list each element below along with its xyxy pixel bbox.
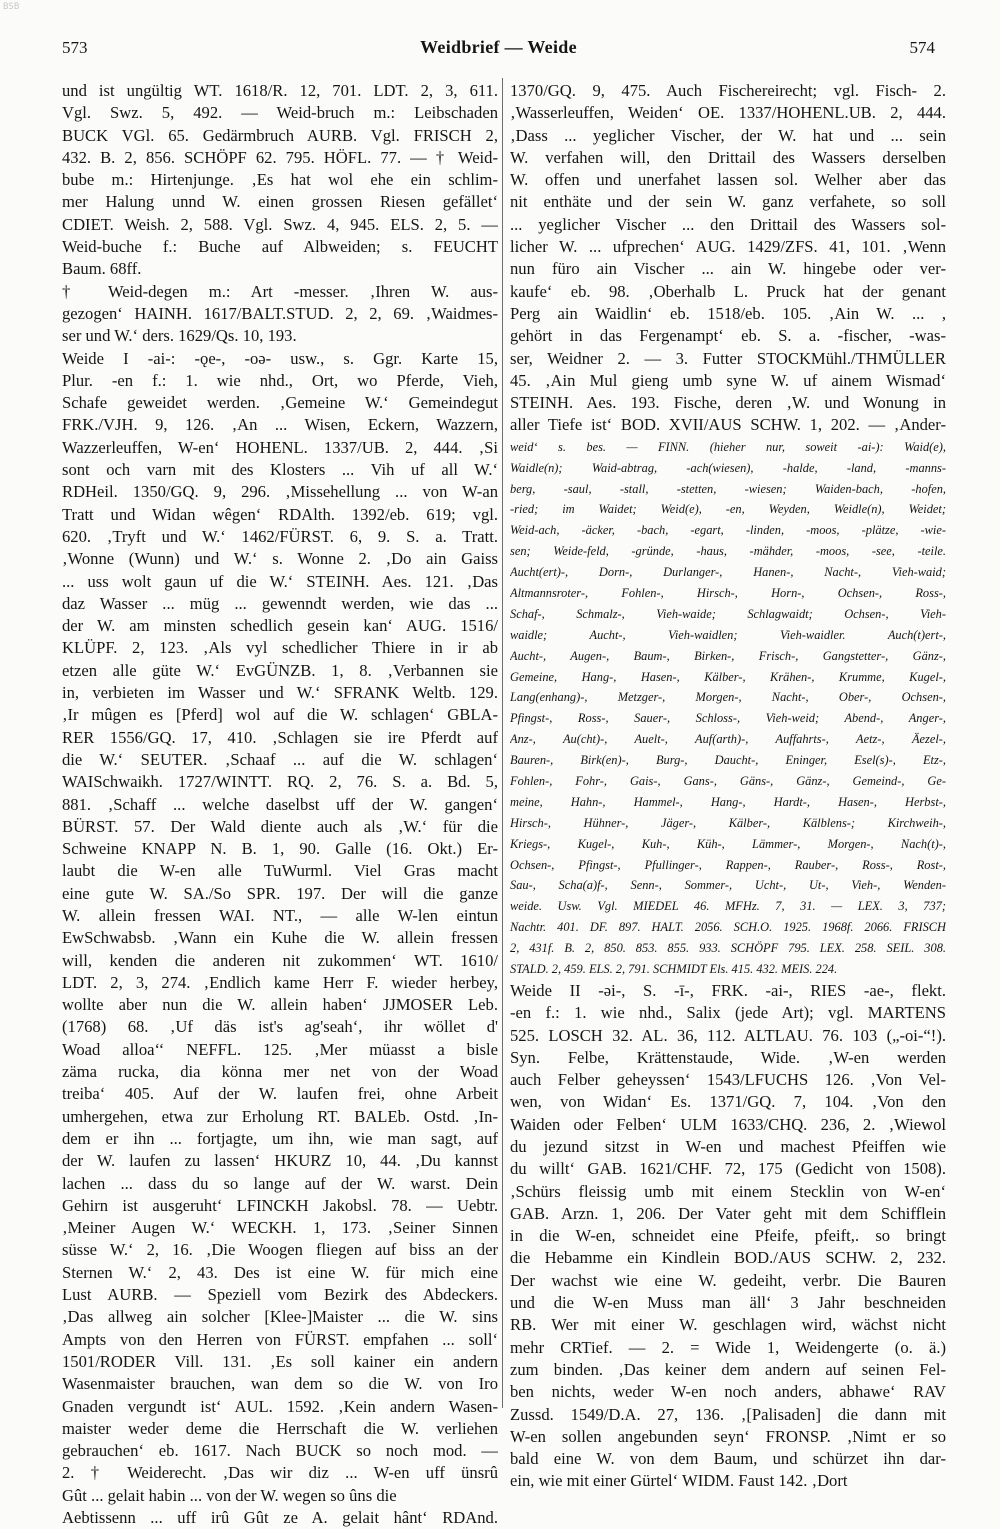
text-line: süsse W.‘ 2, 16. ‚Die Woogen fliegen auf biss an der [62,1240,498,1260]
text-line: etzen alle güte W.‘ EvGÜNZB. 1, 8. ‚Verbannen sie [62,660,498,680]
text-line: 2. † Weiderecht. ‚Das wir diz ... W-en uff ünsrû [62,1463,498,1483]
text-line: Lang(enhang)-, Metzger-, Morgen-, Nacht-, Ober-, Ochsen-, [510,690,946,705]
text-line: der W. laufen zu lassen‘ HKURZ 10, 44. ‚Du kannst [62,1151,498,1171]
text-line: Vgl. Swz. 5, 492. — Weid-bruch m.: Leibschaden [62,103,498,123]
text-line: Aucht-, Augen-, Baum-, Birken-, Frisch-, Gangstetter-, Gänz-, [510,648,946,663]
text-line: ‚Wonne (Wunn) und W.‘ s. Wonne 2. ‚Do ain Gaiss [62,549,498,569]
text-line: Weid-ach, -äcker, -bach, -egart, -linden, -moos, -plätze, -wie- [510,523,946,538]
text-line: Wazzerleuffen, W-en‘ HOHENL. 1337/UB. 2, 444. ‚Si [62,437,498,457]
text-line: Woad alloa‘‘ NEFFL. 125. ‚Mer müasst a bisle [62,1039,498,1059]
text-line: ser und W.‘ ders. 1629/Qs. 10, 193. [62,326,297,346]
text-line: Gehirn ist ausgeruht‘ LFINCKH Jakobsl. 78. — Uebtr. [62,1195,498,1215]
text-line: RB. Wer mit einer W. geschlagen wird, wächst nicht [510,1315,946,1335]
text-line: Tratt und Widan wêgen‘ RDAlth. 1392/eb. 619; vgl. [62,504,498,524]
text-line: 2, 431f. B. 2, 850. 853. 855. 933. SCHÖPF 795. LEX. 258. SEIL. 308. [510,941,946,956]
text-line: berg, -saul, -stall, -stetten, -wiesen; Waiden-bach, -hofen, [510,481,946,496]
text-line: gebrauchen‘ eb. 1617. Nach BUCK so noch mod. — [62,1441,498,1461]
text-line: licher W. ... ufprechen‘ AUG. 1429/ZFS. 41, 101. ‚Wenn [510,237,946,257]
text-line: Gemeine, Hang-, Hasen-, Kälber-, Krähen-, Krumme, Kugel-, [510,669,946,684]
text-line: 45. ‚Ain Mul gieng umb syne W. uf ainem Wismad‘ [510,370,946,390]
right-column [510,80,946,1493]
text-line: Ochsen-, Pfingst-, Pfullinger-, Rappen-, Rauber-, Ross-, Rost-, [510,857,946,872]
text-line: mer Halung unnd W. einen grossen Riesen gefället‘ [62,192,498,212]
text-line: meine, Hahn-, Hammel-, Hang-, Hardt-, Hasen-, Herbst-, [510,794,946,809]
text-line: LDT. 2, 3, 274. ‚Endlich kame Herr F. wieder herbey, [62,972,498,992]
text-line: Fohlen-, Fohr-, Gais-, Gans-, Gäns-, Gänz-, Gemeind-, Ge- [510,774,946,788]
text-line: weid‘ s. bes. — FINN. (hieher nur, soweit -ai-): Waid(e), [510,439,946,454]
text-line: Baum. 68ff. [62,259,142,279]
text-line: (1768) 68. ‚Uf däs ist's ag'seah‘, ihr wöllet d' [62,1017,498,1037]
text-line: dem er ihn ... fortjagte, um ihn, wie man sagt, auf [62,1128,498,1148]
text-line: ‚Ir mûgen es [Pferd] wol auf die W. schlagen‘ GBLA- [62,705,498,725]
text-line: du willt‘ GAB. 1621/CHF. 72, 175 (Gedicht von 1508). [510,1159,946,1179]
text-line: Hirsch-, Hühner-, Jäger-, Kälber-, Kälblens-; Kirchweih-, [510,815,946,830]
text-line: wollte aber nun die W. allein haben‘ JJMOSER Leb. [62,995,498,1015]
text-line: W. offen und unerfahet lassen sol. Welher aber das [510,170,946,190]
text-line: die W.‘ SEUTER. ‚Schaaf ... auf die W. schlagen‘ [62,749,498,769]
page-header [62,32,935,62]
text-line: sont och varn mit des Klosters ... Vih uf all W.‘ [62,460,498,480]
text-line: RER 1556/GQ. 17, 410. ‚Schlagen sie ire Pferdt auf [62,727,498,747]
text-line: ‚Meiner Augen W.‘ WECKH. 1, 173. ‚Seiner Sinnen [62,1218,498,1238]
text-line: kaufe‘ eb. 98. ‚Oberhalb L. Pruck hat der genant [510,281,946,301]
text-line: Perg ain Waidlin‘ eb. 1518/eb. 105. ‚Ain W. ... , [510,303,946,323]
text-line: Weid-buche f.: Buche auf Albweiden; s. FEUCHT [62,237,498,257]
text-line: und ist ungültig WT. 1618/R. 12, 701. LDT. 2, 3, 611. [62,81,498,100]
page-number-left: 573 [62,38,88,57]
text-line: Anz-, Au(cht)-, Auelt-, Auf(arth)-, Auffahrts-, Aetz-, Äezel-, [510,732,946,747]
text-line: auch Felber geheyssen‘ 1543/LFUCHS 126. ‚Von Vel- [510,1070,946,1090]
text-line: WAISchwaikh. 1727/WINTT. RQ. 2, 76. S. a. Bd. 5, [62,772,498,792]
text-line: -en f.: 1. wie nhd., Salix (jede Art); vgl. MARTENS [510,1003,946,1023]
text-line: Bauren-, Birk(en)-, Burg-, Daucht-, Eninger, Esel(s)-, Etz-, [510,753,946,768]
text-line: bube m.: Hirtenjunge. ‚Es hat wol ehe ein schlim- [62,170,498,190]
text-line: Sau-, Scha(a)f-, Senn-, Sommer-, Ucht-, Ut-, Vieh-, Wenden- [510,878,946,893]
text-line: eine gute W. SA./So SPR. 197. Der will die ganze [62,883,498,903]
text-line: Sternen W.‘ 2, 43. Des ist eine W. für mich eine [62,1262,498,1282]
text-line: -ried; im Waidet; Weid(e), -en, Weyden, Weidle(n), Weidet; [510,502,946,517]
page-number-right: 574 [909,38,935,57]
text-line: Schafe geweidet werden. ‚Gemeine W.‘ Gemeindegut [62,393,498,413]
text-line: 620. ‚Tryft und W.‘ 1462/FÜRST. 6, 9. S. a. Tratt. [62,526,498,546]
library-stamp: BSB [3,2,20,12]
text-line: ‚Wasserleuffen, Weiden‘ OE. 1337/HOHENL.UB. 2, 444. [510,103,946,123]
text-line: Waiden oder Felben‘ ULM 1633/CHQ. 236, 2. ‚Wiewol [510,1114,946,1134]
left-column [62,80,498,1529]
text-line: 525. LOSCH 32. AL. 36, 112. ALTLAU. 76. 103 („-oi-“!). [510,1025,946,1045]
text-line: Waidle(n); Waid-abtrag, -ach(wiesen), -halde, -land, -manns- [510,460,946,475]
text-line: Zussd. 1549/D.A. 27, 136. ‚[Palisaden] die dann mit [510,1404,946,1424]
text-line: du jezund sitzst in W-en und machest Pfeiffen wie [510,1136,946,1156]
text-line: zum binden. ‚Das keiner dem andern auf seinen Fel- [510,1359,946,1379]
text-line: Altmannsroter-, Fohlen-, Hirsch-, Horn-, Ochsen-, Ross-, [510,585,946,600]
text-line: 881. ‚Schaff ... welche daselbst uff der W. gangen‘ [62,794,498,814]
text-line: Gût ... gelait habin ... von der W. wegen so ûns die [62,1485,397,1505]
text-line: laubt die W-en alle TuWurml. Viel Gras macht [62,861,498,881]
text-line: Nachtr. 401. DF. 897. HALT. 2056. SCH.O. 1925. 1968f. 2066. FRISCH [510,920,946,935]
text-line: Kriegs-, Kugel-, Kuh-, Küh-, Lämmer-, Morgen-, Nach(t)-, [510,836,946,851]
text-line: gezogen‘ HAINH. 1617/BALT.STUD. 2, 2, 69. ‚Waidmes- [62,303,498,323]
text-line: W. verfahen will, den Drittail des Wassers derselben [510,147,946,167]
text-line: W-en sollen angebunden seyn‘ FRONSP. ‚Nimt er so [510,1426,946,1446]
text-line: Weide II -əi-, S. -ī-, FRK. -ai-, RIES -ae-, flekt. [510,980,946,1000]
text-line: treiba‘ 405. Auf der W. laufen frei, ohne Arbeit [62,1084,498,1104]
text-line: ser, Weidner 2. — 3. Futter STOCKMühl./THMÜLLER [510,348,946,368]
text-line: 432. B. 2, 856. SCHÖPF 62. 795. HÖFL. 77. — † Weid- [62,147,498,167]
text-line: Ampts von den Herren von FÜRST. empfahen ... soll‘ [62,1329,498,1349]
text-line: nun füro ain Vischer ... ain W. hingebe oder ver- [510,259,946,279]
text-line: Syn. Felbe, Krättenstaude, Wide. ‚W-en werden [510,1047,946,1067]
text-line: STEINH. Aes. 193. Fische, deren ‚W. und Wonung in [510,393,946,413]
text-line: GAB. Arzn. 1, 206. Der Vater geht mit dem Schifflein [510,1203,946,1223]
text-line: der W. am minsten schedlich gesein kan‘ AUG. 1516/ [62,616,498,636]
text-line: BÜRST. 57. Der Wald diente auch als ‚W.‘ für die [62,816,498,836]
text-line: Pfingst-, Ross-, Sauer-, Schloss-, Vieh-weid; Abend-, Anger-, [510,711,946,726]
text-line: KLÜPF. 2, 123. ‚Als vyl schedlicher Thiere in ir ab [62,638,498,658]
text-line: Plur. -en f.: 1. wie nhd., Ort, wo Pferde, Vieh, [62,370,498,390]
text-line: 1370/GQ. 9, 475. Auch Fischereirecht; vgl. Fisch- 2. [510,81,946,100]
text-line: † Weid-degen m.: Art -messer. ‚Ihren W. aus- [62,281,498,301]
text-line: 1501/RODER Vill. 131. ‚Es soll kainer ein andern [62,1351,498,1371]
text-line: Aucht(ert)-, Dorn-, Durlanger-, Hanen-, Nacht-, Vieh-waid; [510,565,946,580]
text-line: lachen ... dass du so lange auf der W. warst. Dein [62,1173,498,1193]
text-line: Gnaden vergundt ist‘ AUL. 1592. ‚Kein andern Wasen- [62,1396,498,1416]
text-line: ‚Das allweg ain solcher [Klee-]Maister ... die W. sins [62,1307,498,1327]
text-line: in, verbieten im Wasser und W.‘ SFRANK Weltb. 129. [62,683,498,703]
text-line: ‚Dass ... yeglicher Vischer, der W. hat und ... sein [510,125,946,145]
text-line: STALD. 2, 459. ELS. 2, 791. SCHMIDT Els. 415. 432. MEIS. 224. [510,962,838,977]
text-line: will, kenden die anderen nit zukommen‘ WT. 1610/ [62,950,498,970]
text-line: ‚Schürs fleissig umb mit einem Stecklin von W-en‘ [510,1181,946,1201]
text-line: ... uss wolt gaun uf die W.‘ STEINH. Aes. 121. ‚Das [62,571,498,591]
text-line: Weide I -ai-: -ǫe-, -oə- usw., s. Ggr. Karte 15, [62,348,498,368]
text-line: Schweine KNAPP N. B. 1, 90. Galle (16. Okt.) Er- [62,839,498,859]
text-line: bald eine W. von dem Baum, und schürzet ihn dar- [510,1449,946,1469]
text-line: ... yeglicher Vischer ... den Drittail des Wassers sol- [510,214,946,234]
text-line: Lust AURB. — Speziell vom Bezirk des Abdeckers. [62,1285,498,1305]
text-line: Aebtissenn ... uff irû Gût ze A. gelait hânt‘ RDAnd. [62,1508,498,1527]
text-line: W. allein fressen WAI. NT., — alle W-len eintun [62,905,498,925]
running-title: Weidbrief — Weide [420,37,577,57]
text-line: nit enthäte und der sein W. ganz verfahete, so soll [510,192,946,212]
text-line: zäma rucka, dia könna mer net von der Woad [62,1062,498,1082]
text-line: sen; Weide-feld, -gründe, -haus, -mähder, -moos, -see, -teile. [510,544,946,559]
text-line: in die W-en, schneidet eine Pfeife, pfeift,. so bringt [510,1226,946,1246]
text-line: weide. Usw. Vgl. MIEDEL 46. MFHz. 7, 31. — LEX. 3, 737; [510,899,946,914]
text-line: gehört in das Fergenampt‘ eb. S. a. -fischer, -was- [510,326,946,346]
text-line: Schaf-, Schmalz-, Vieh-waide; Schlagwaidt; Ochsen-, Vieh- [510,606,946,621]
text-line: Der wachst wie eine W. gedeiht, verbr. Die Bauren [510,1270,946,1290]
text-line: aller Tiefe ist‘ BOD. XVII/AUS SCHW. 1, 202. — ‚Ander- [510,415,946,435]
text-line: wen, von Widan‘ Es. 1371/GQ. 7, 104. ‚Von den [510,1092,946,1112]
text-line: umhergehen, etwa zur Erholung RT. BALEb. Ostd. ‚In- [62,1106,498,1126]
text-line: mehr CRTief. — 2. = Wide 1, Weidengerte (o. ä.) [510,1337,946,1357]
text-line: RDHeil. 1350/GQ. 9, 296. ‚Missehellung ... von W-an [62,482,498,502]
text-line: EwSchwabsb. ‚Wann ein Kuhe die W. allein fressen [62,928,498,948]
text-line: Wasenmaister brauchen, wan dem so die W. von Iro [62,1374,498,1394]
text-line: BUCK VGl. 65. Gedärmbruch AURB. Vgl. FRISCH 2, [62,125,498,145]
text-line: waidle; Aucht-, Vieh-waidlen; Vieh-waidler. Auch(t)ert-, [510,627,946,642]
text-line: die Hebamme ein Kindlein BOD./AUS SCHW. 2, 232. [510,1248,946,1268]
text-line: ben nichts, weder W-en noch anders, abhawe‘ RAV [510,1382,946,1402]
column-divider [502,78,503,1408]
text-line: daz Wasser ... müg ... gewenndt werden, wie das ... [62,593,498,613]
text-line: FRK./VJH. 9, 126. ‚An ... Wisen, Eckern, Wazzern, [62,415,498,435]
text-line: CDIET. Weish. 2, 588. Vgl. Swz. 4, 945. ELS. 2, 5. — [62,214,498,234]
text-line: ein, wie mit einer Gürtel‘ WIDM. Faust 142. ‚Dort [510,1471,848,1491]
text-line: und die W-en Muss man äll‘ 3 Jahr beschneiden [510,1293,946,1313]
text-line: maister weder deme die Herrschaft die W. verliehen [62,1418,498,1438]
